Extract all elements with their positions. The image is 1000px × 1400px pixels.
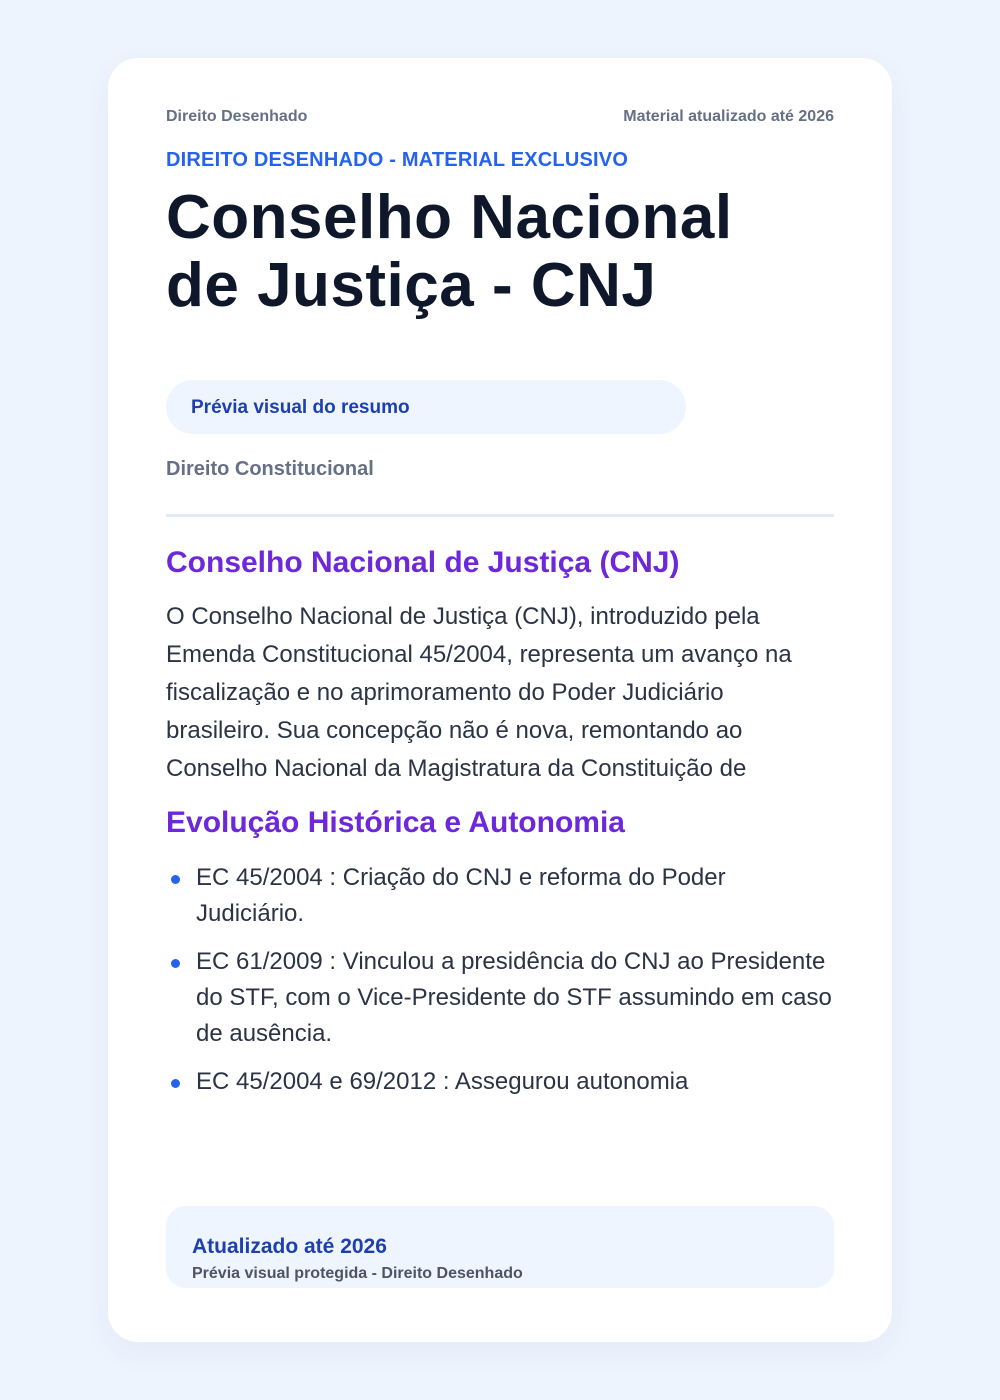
- updated-note: Material atualizado até 2026: [623, 108, 834, 125]
- list-item-text: EC 45/2004 : Criação do CNJ e reforma do Poder Judiciário.: [196, 864, 726, 927]
- bullet-list: [166, 860, 834, 1112]
- list-item: [166, 860, 834, 932]
- list-item-text: EC 61/2009 : Vinculou a presidência do CNJ ao Presidente do STF, com o Vice-Presidente do STF assumindo em caso de ausência.: [196, 948, 832, 1047]
- eyebrow-label: DIREITO DESENHADO - MATERIAL EXCLUSIVO: [166, 149, 629, 171]
- divider: [166, 514, 834, 517]
- list-item: [166, 1064, 834, 1100]
- page-title: [166, 184, 834, 320]
- top-meta-bar: [166, 108, 834, 128]
- section-heading-cnj: Conselho Nacional de Justiça (CNJ): [166, 546, 680, 579]
- section-heading-evolucao: Evolução Histórica e Autonomia: [166, 806, 625, 839]
- document-card: [108, 58, 892, 1342]
- bullet-dot-icon: [171, 1079, 180, 1088]
- title-line-2: de Justiça - CNJ: [166, 251, 657, 320]
- title-line-1: Conselho Nacional: [166, 183, 733, 252]
- list-item-text: EC 45/2004 e 69/2012 : Assegurou autonomia: [196, 1068, 689, 1095]
- footer-title: Atualizado até 2026: [192, 1235, 387, 1258]
- list-item: [166, 944, 834, 1052]
- preview-badge: [166, 380, 686, 434]
- section-paragraph: O Conselho Nacional de Justiça (CNJ), introduzido pela Emenda Constitucional 45/2004, representa um avanço na fiscalização e no aprimoramento do Poder Judiciário brasileiro. Sua concepção não é nova, remontando ao Conselho Nacional da Magistratura da Constituição de: [166, 603, 792, 782]
- bullet-dot-icon: [171, 959, 180, 968]
- footer-subtitle: Prévia visual protegida - Direito Desenhado: [192, 1265, 523, 1282]
- brand-label: Direito Desenhado: [166, 108, 308, 125]
- footer-notice: [166, 1206, 834, 1288]
- card-content: [166, 58, 834, 1342]
- bullet-dot-icon: [171, 875, 180, 884]
- subject-label: Direito Constitucional: [166, 458, 374, 480]
- preview-badge-label: Prévia visual do resumo: [191, 397, 410, 418]
